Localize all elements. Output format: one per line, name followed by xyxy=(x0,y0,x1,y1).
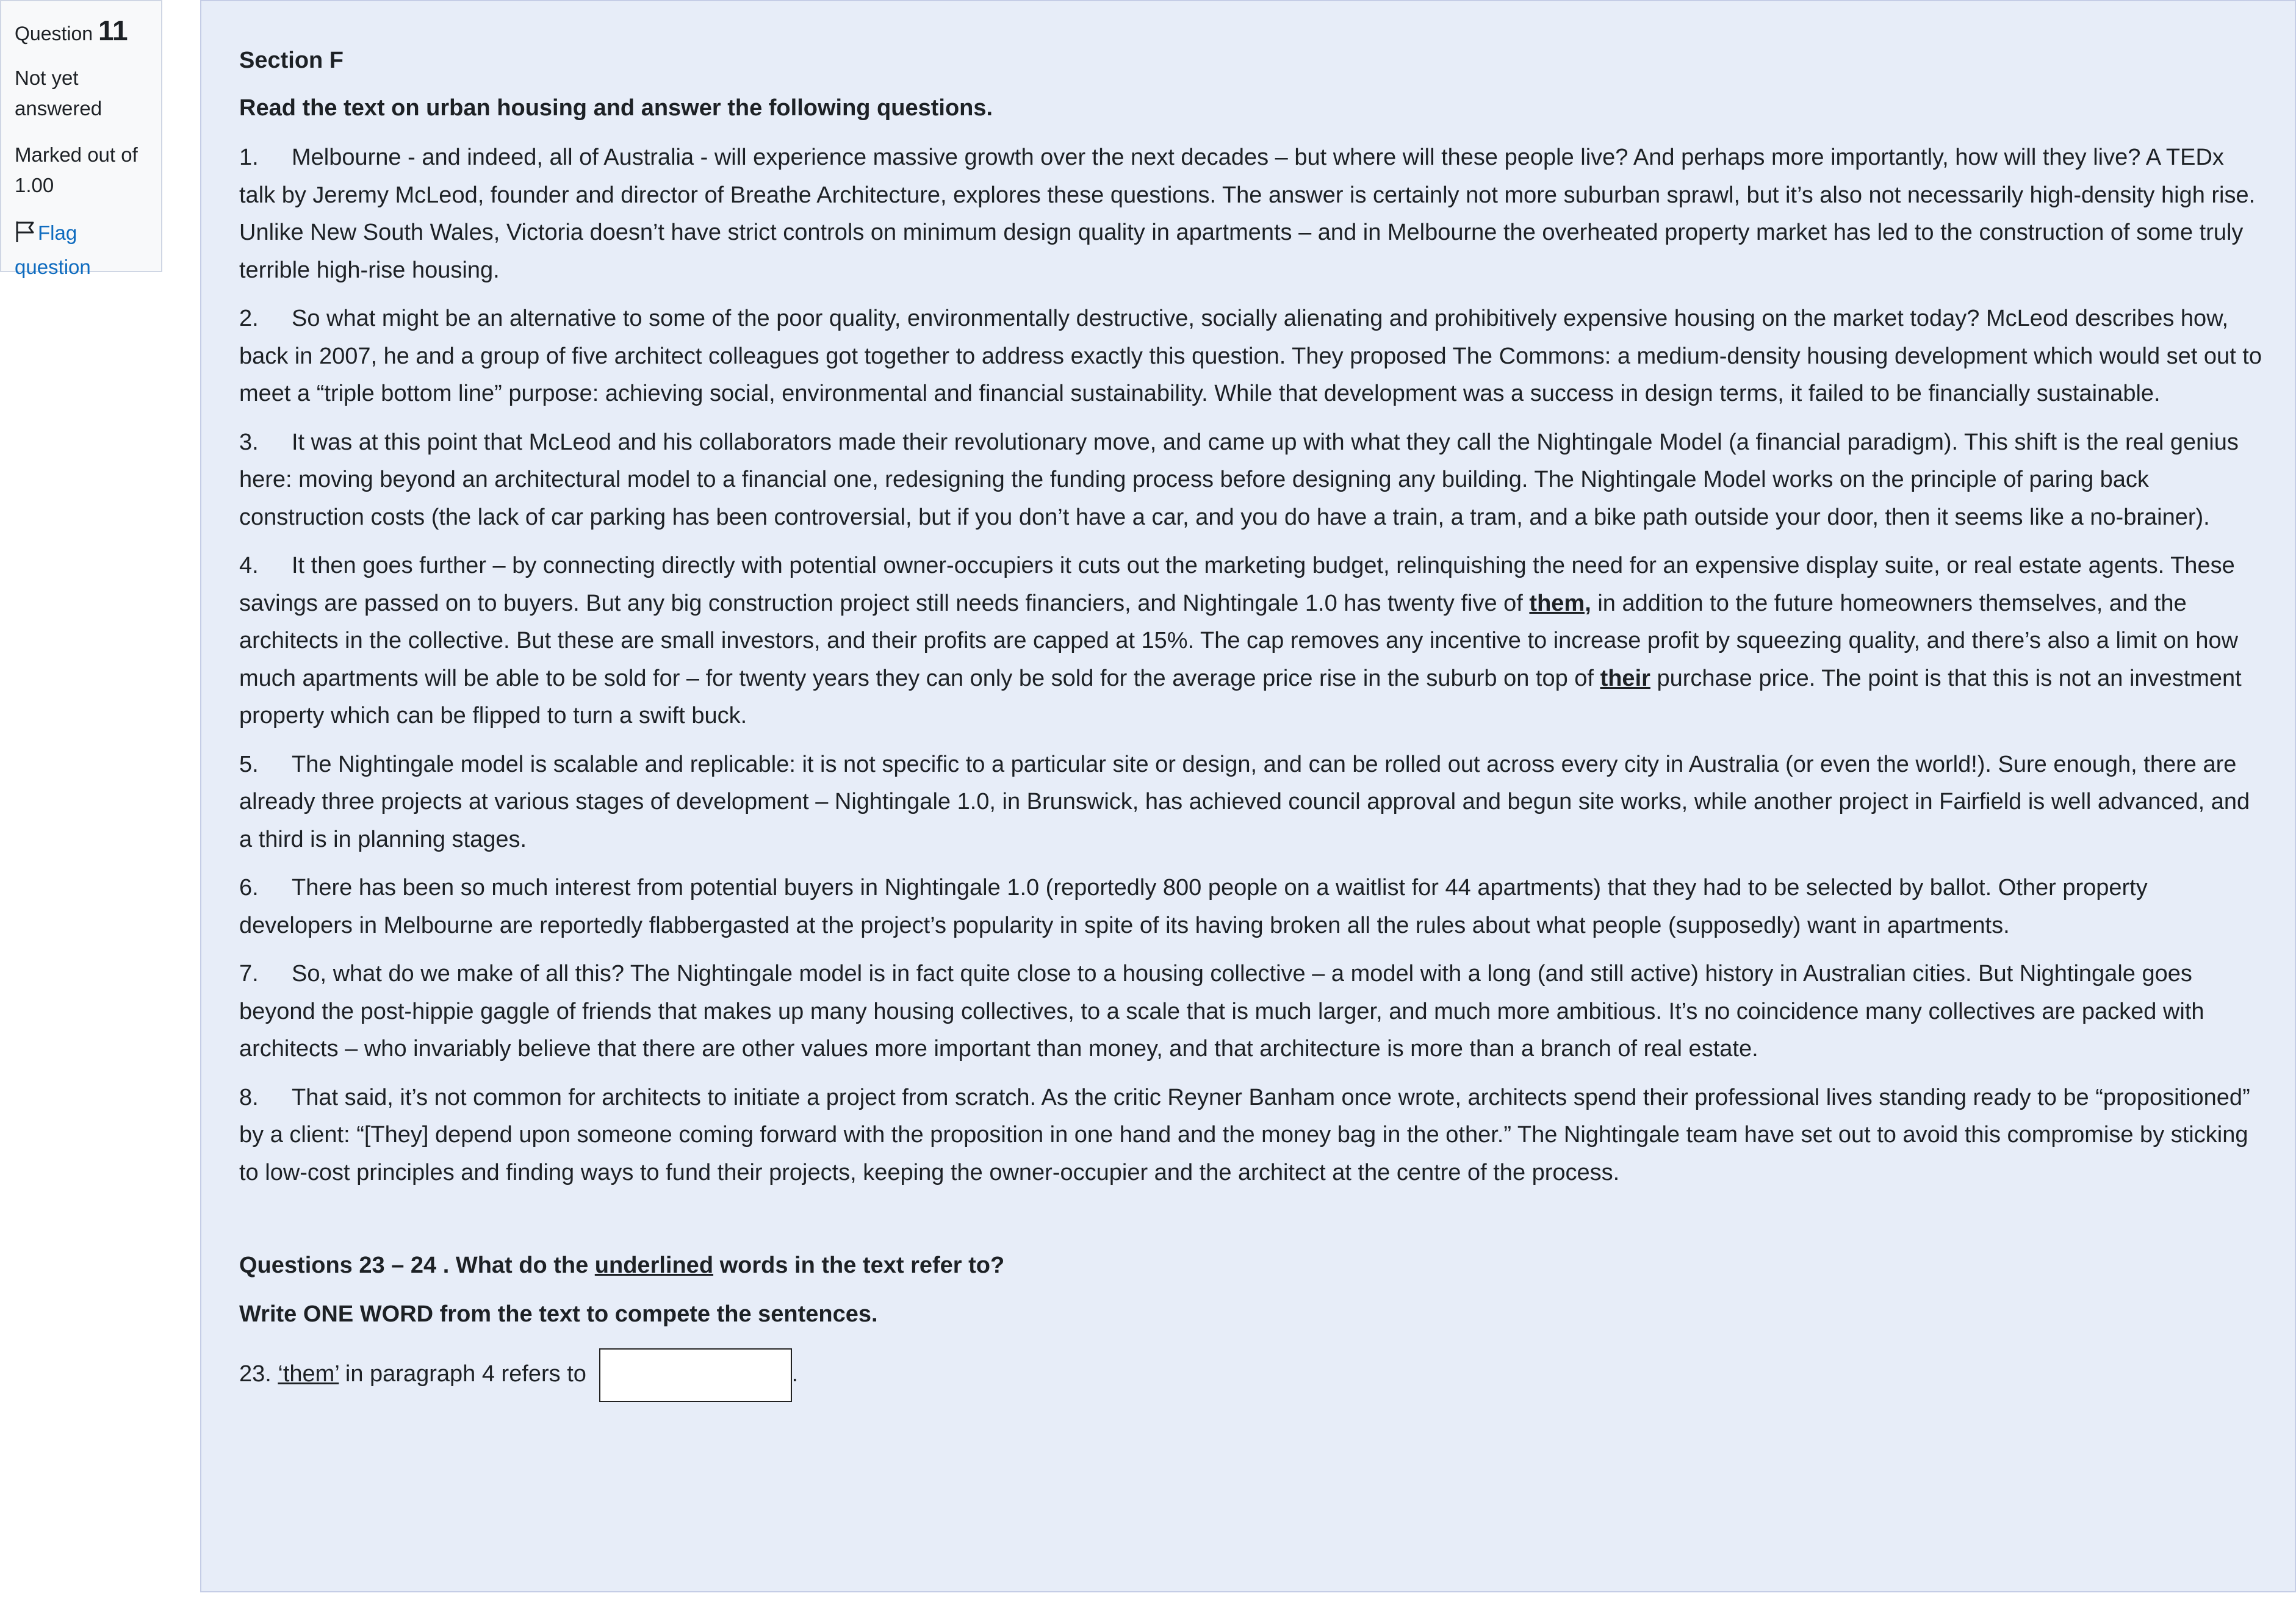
question-23-text: in paragraph 4 refers to xyxy=(339,1361,593,1387)
paragraph-text: There has been so much interest from potential buyers in Nightingale 1.0 (reportedly 800 people on a waitlist for 44 apartments) that they had to be selected by ballot. Other property developers in Melbourne are reportedly flabbergasted at the project’s popularity in spite of its having broken all the rules about what people (supposedly) want in apartments. xyxy=(239,875,2148,938)
paragraph-number: 4. xyxy=(239,553,259,578)
paragraph-number: 8. xyxy=(239,1084,259,1110)
paragraph-6 xyxy=(239,869,2264,944)
question-23-word: ‘them’ xyxy=(278,1361,339,1387)
paragraph-number: 1. xyxy=(239,145,259,170)
question-info-box xyxy=(0,0,162,278)
paragraph-4 xyxy=(239,547,2264,735)
paragraph-text: So, what do we make of all this? The Nightingale model is in fact quite close to a housing collective – a model with a long (and still active) history in Australian cities. But Nightingale goes beyond the post-hippie gaggle of friends that makes up many housing collectives, to a scale that is much larger, and much more ambitious. It’s no coincidence many collectives are packed with architects – who invariably believe that there are other values more important than money, and that architecture is more than a branch of real estate. xyxy=(239,961,2204,1062)
paragraph-text-part: in addition to the future homeowners themselves, and the architects in the collective. But these are small investors, and their profits are capped at 15%. The cap removes any incentive to increase profit by squeezing quality, and there’s also a limit on how much apartments will be able to be sold for – for twenty years they can only be sold for the average price rise in the suburb on top of xyxy=(239,590,2239,691)
answer-input-23[interactable] xyxy=(599,1348,792,1402)
flag-question-link[interactable] xyxy=(15,218,149,282)
reading-instructions: Read the text on urban housing and answer the following questions. xyxy=(239,95,993,121)
paragraph-1 xyxy=(239,139,2264,289)
paragraph-8 xyxy=(239,1079,2264,1192)
write-instruction: Write ONE WORD from the text to compete the sentences. xyxy=(239,1301,878,1327)
paragraph-3 xyxy=(239,424,2264,537)
questions-heading-underlined: underlined xyxy=(594,1253,714,1278)
paragraph-text: It was at this point that McLeod and his collaborators made their revolutionary move, and came up with what they call the Nightingale Model (a financial paradigm). This shift is the real genius here: moving beyond an architectural model to a financial one, redesigning the funding process before designing any building. The Nightingale Model works on the principle of paring back construction costs (the lack of car parking has been controversial, but if you don’t have a car, and you do have a train, a tram, and a bike path outside your door, then it seems like a no-brainer). xyxy=(239,429,2239,530)
paragraph-number: 7. xyxy=(239,961,259,987)
question-23-suffix: . xyxy=(791,1361,799,1387)
question-number: 11 xyxy=(98,15,128,46)
question-23-prefix: 23. xyxy=(239,1361,278,1387)
paragraph-number: 6. xyxy=(239,875,259,901)
question-state: Not yet answered xyxy=(15,67,103,120)
question-formulation xyxy=(200,0,2296,1592)
questions-heading-part: Questions 23 – 24 . What do the xyxy=(239,1253,595,1278)
paragraph-number: 5. xyxy=(239,751,259,777)
question-grade: Marked out of 1.00 xyxy=(15,143,138,196)
question-word: Question xyxy=(15,23,93,45)
questions-heading-part: words in the text refer to? xyxy=(713,1253,1005,1278)
paragraph-2 xyxy=(239,300,2264,413)
paragraph-text-part: purchase price. The point is that this is not an investment property which can be flipped to turn a swift buck. xyxy=(239,665,2242,728)
question-number-label xyxy=(15,10,149,54)
underlined-word-their: their xyxy=(1600,665,1650,691)
underlined-word-them: them, xyxy=(1529,590,1591,616)
flag-icon xyxy=(15,220,37,252)
paragraph-text: That said, it’s not common for architects to initiate a project from scratch. As the critic Reyner Banham once wrote, architects spend their professional lives standing ready to be “propositioned” by a client: “[They] depend upon someone coming forward with the proposition in one hand and the money bag in the other.” The Nightingale team have set out to avoid this compromise by sticking to low-cost principles and finding ways to fund their projects, keeping the owner-occupier and the architect at the centre of the process. xyxy=(239,1084,2250,1185)
question-23 xyxy=(239,1347,2264,1402)
paragraph-number: 2. xyxy=(239,306,259,331)
paragraph-5 xyxy=(239,746,2264,859)
paragraph-text-part: It then goes further – by connecting directly with potential owner-occupiers it cuts out the marketing budget, relinquishing the need for an expensive display suite, or real estate agents. These savings are passed on to buyers. But any big construction project still needs financiers, and Nightingale 1.0 has twenty five of xyxy=(239,553,2235,616)
paragraph-text: Melbourne - and indeed, all of Australia - will experience massive growth over the next decades – but where will these people live? And perhaps more importantly, how will they live? A TEDx talk by Jeremy McLeod, founder and director of Breathe Architecture, explores these questions. The answer is certainly not more suburban sprawl, but it’s also not necessarily high-density high rise. Unlike New South Wales, Victoria doesn’t have strict controls on minimum design quality in apartments – and in Melbourne the overheated property market has led to the construction of some truly terrible high-rise housing. xyxy=(239,145,2256,283)
paragraph-number: 3. xyxy=(239,429,259,455)
paragraph-7 xyxy=(239,955,2264,1068)
paragraph-text: The Nightingale model is scalable and replicable: it is not specific to a particular site or design, and can be rolled out across every city in Australia (or even the world!). Sure enough, there are already three projects at various stages of development – Nightingale 1.0, in Brunswick, has achieved council approval and begun site works, while another project in Fairfield is well advanced, and a third is in planning stages. xyxy=(239,751,2250,852)
section-title: Section F xyxy=(239,48,344,73)
flag-question-label: Flag question xyxy=(15,221,91,278)
questions-heading xyxy=(239,1249,2264,1282)
paragraph-text: So what might be an alternative to some of the poor quality, environmentally destructive, socially alienating and prohibitively expensive housing on the market today? McLeod describes how, back in 2007, he and a group of five architect colleagues got together to address exactly this question. They proposed The Commons: a medium-density housing development which would set out to meet a “triple bottom line” purpose: achieving social, environmental and financial sustainability. While that development was a success in design terms, it failed to be financially sustainable. xyxy=(239,306,2262,406)
